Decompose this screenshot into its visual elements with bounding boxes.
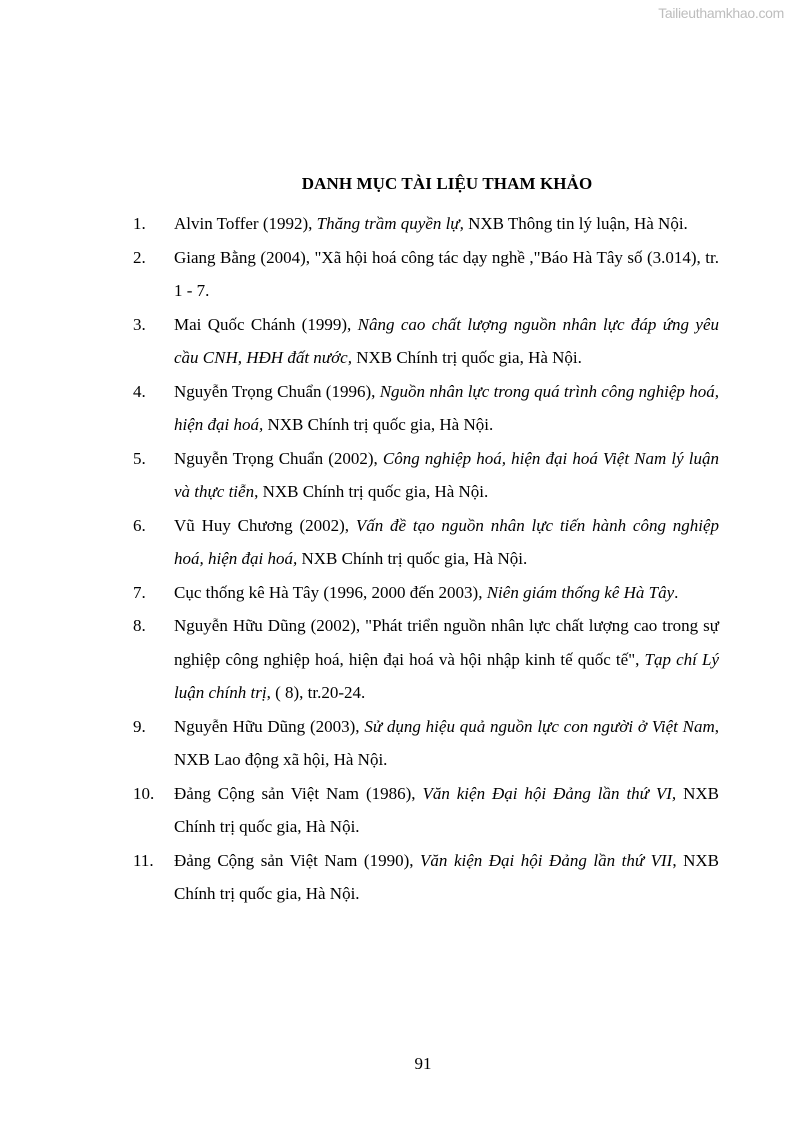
reference-publisher: , NXB Lao động xã hội, Hà Nội.: [174, 716, 719, 769]
reference-text: Giang Bằng (2004), "Xã hội hoá công tác dạy nghề ,"Báo Hà Tây số (3.014), tr. 1 - 7.: [174, 247, 719, 300]
reference-item: [133, 207, 719, 241]
reference-text: Nguyễn Hữu Dũng (2003),: [174, 716, 365, 736]
reference-title: Thăng trầm quyền lự,: [316, 214, 464, 233]
reference-publisher: NXB Chính trị quốc gia, Hà Nội.: [297, 549, 528, 568]
reference-number: 10.: [133, 783, 155, 803]
reference-publisher: NXB Chính trị quốc gia, Hà Nội.: [174, 783, 719, 836]
reference-text: Cục thống kê Hà Tây (1996, 2000 đến 2003),: [174, 582, 487, 602]
reference-item: [133, 844, 719, 911]
reference-title: Nguồn nhân lực trong quá trình công nghiệp hoá, hiện đại hoá,: [174, 381, 720, 434]
reference-number: 4.: [133, 381, 146, 401]
reference-number: 8.: [133, 616, 146, 635]
reference-publisher: .: [674, 582, 679, 602]
page-title: DANH MỤC TÀI LIỆU THAM KHẢO: [301, 174, 593, 193]
reference-publisher: NXB Chính trị quốc gia, Hà Nội.: [263, 415, 494, 434]
reference-title: Niên giám thống kê Hà Tây: [486, 582, 675, 602]
reference-number: 11.: [133, 850, 154, 870]
reference-text: Mai Quốc Chánh (1999),: [174, 314, 358, 334]
reference-item: [133, 609, 719, 710]
reference-number: 5.: [133, 448, 146, 468]
reference-publisher: , NXB Chính trị quốc gia, Hà Nội.: [174, 850, 719, 903]
reference-item: [133, 710, 719, 777]
reference-publisher: , ( 8), tr.20-24.: [266, 683, 366, 702]
reference-text: Vũ Huy Chương (2002),: [174, 515, 356, 535]
reference-title: Văn kiện Đại hội Đảng lần thứ VI,: [422, 783, 677, 803]
reference-title: Vấn đề tạo nguồn nhân lực tiến hành công nghiệp hoá, hiện đại hoá,: [174, 515, 720, 568]
watermark: Tailieuthamkhao.com: [658, 5, 784, 21]
reference-item: [133, 375, 719, 442]
reference-number: 3.: [133, 314, 146, 334]
reference-title: Sử dụng hiệu quả nguồn lực con người ở Việt Nam: [364, 716, 715, 736]
page-number: 91: [414, 1054, 432, 1073]
reference-title: Tạp chí Lý luận chính trị: [174, 649, 719, 702]
reference-title: Văn kiện Đại hội Đảng lần thứ VII: [420, 850, 673, 870]
reference-number: 9.: [133, 716, 146, 736]
reference-item: [133, 241, 719, 308]
reference-text: Nguyễn Trọng Chuẩn (2002),: [174, 448, 383, 468]
reference-publisher: NXB Chính trị quốc gia, Hà Nội.: [351, 348, 582, 367]
reference-number: 2.: [133, 247, 146, 267]
reference-list: [133, 207, 719, 911]
reference-item: [133, 777, 719, 844]
reference-text: Alvin Toffer (1992),: [174, 214, 317, 233]
reference-publisher: NXB Thông tin lý luận, Hà Nội.: [463, 214, 688, 233]
reference-text: Nguyễn Hữu Dũng (2002), "Phát triển nguồn nhân lực chất lượng cao trong sự nghiệp công nghiệp hoá, hiện đại hoá và hội nhập kinh tế quốc tế",: [174, 616, 719, 669]
reference-title: Công nghiệp hoá, hiện đại hoá Việt Nam lý luận và thực tiễn: [174, 448, 719, 501]
reference-item: [133, 509, 719, 576]
reference-text: Nguyễn Trọng Chuẩn (1996),: [174, 381, 380, 401]
reference-number: 1.: [133, 214, 146, 233]
reference-publisher: , NXB Chính trị quốc gia, Hà Nội.: [254, 482, 489, 501]
reference-text: Đảng Cộng sản Việt Nam (1990),: [174, 850, 421, 870]
reference-item: [133, 442, 719, 509]
reference-number: 6.: [133, 515, 146, 535]
reference-item: [133, 308, 719, 375]
reference-title: Nâng cao chất lượng nguồn nhân lực đáp ứng yêu cầu CNH, HĐH đất nước,: [174, 314, 720, 367]
reference-item: [133, 576, 719, 610]
reference-text: Đảng Cộng sản Việt Nam (1986),: [174, 783, 423, 803]
reference-number: 7.: [133, 582, 146, 602]
